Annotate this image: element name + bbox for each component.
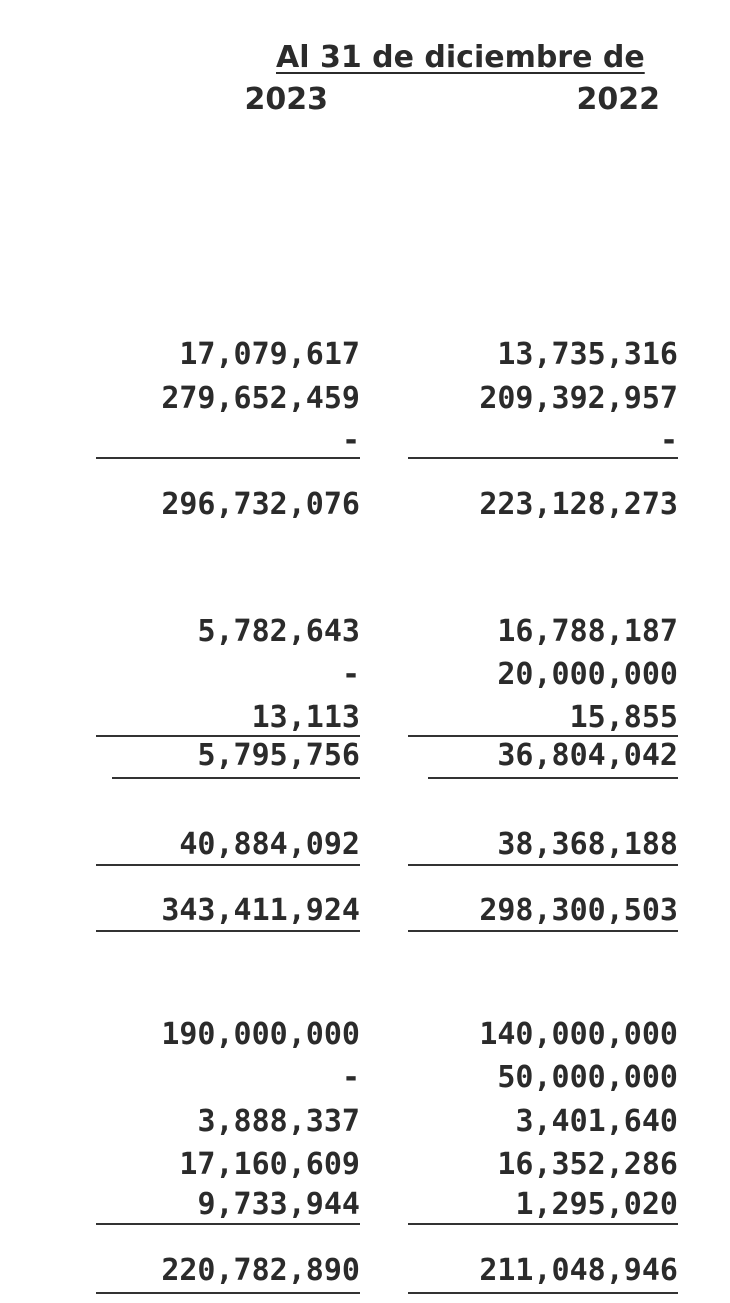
amount-2022: 3,401,640: [515, 1104, 678, 1139]
amount-2022: 1,295,020: [515, 1187, 678, 1222]
amount-2023: 17,079,617: [179, 337, 360, 372]
subtotal-rule: [408, 735, 678, 737]
subtotal-rule: [96, 457, 360, 459]
total-2022: 211,048,946: [479, 1253, 678, 1288]
amount-2022: 50,000,000: [497, 1060, 678, 1095]
total-rule: [96, 1292, 360, 1294]
amount-2022: 16,352,286: [497, 1147, 678, 1182]
subtotal-rule: [408, 457, 678, 459]
amount-2022: 16,788,187: [497, 614, 678, 649]
subtotal-rule: [96, 735, 360, 737]
amount-2022: -: [659, 423, 678, 458]
total-2022: 298,300,503: [479, 893, 678, 928]
amount-2022: 209,392,957: [479, 381, 678, 416]
amount-2022: 140,000,000: [479, 1017, 678, 1052]
year-2023-header: 2023: [244, 82, 328, 117]
subtotal-2023: 296,732,076: [161, 487, 360, 522]
subtotal-rule: [408, 1223, 678, 1225]
amount-2023: 9,733,944: [197, 1187, 360, 1222]
total-rule: [408, 930, 678, 932]
year-2022-header: 2022: [576, 82, 660, 117]
total-2023: 343,411,924: [161, 893, 360, 928]
subtotal-2022: 38,368,188: [497, 827, 678, 862]
subtotal-rule: [112, 777, 360, 779]
amount-2023: 3,888,337: [197, 1104, 360, 1139]
total-rule: [96, 930, 360, 932]
column-group-title: Al 31 de diciembre de: [276, 40, 645, 75]
subtotal-rule: [96, 864, 360, 866]
amount-2023: 13,113: [251, 700, 360, 735]
subtotal-rule: [428, 777, 678, 779]
subtotal-rule: [408, 864, 678, 866]
amount-2022: 13,735,316: [497, 337, 678, 372]
subtotal-2022: 223,128,273: [479, 487, 678, 522]
amount-2022: 20,000,000: [497, 657, 678, 692]
subtotal-2023: 5,795,756: [197, 738, 360, 773]
amount-2023: -: [341, 657, 360, 692]
amount-2023: 279,652,459: [161, 381, 360, 416]
amount-2023: -: [341, 423, 360, 458]
subtotal-2023: 40,884,092: [179, 827, 360, 862]
amount-2023: 17,160,609: [179, 1147, 360, 1182]
subtotal-2022: 36,804,042: [497, 738, 678, 773]
total-rule: [408, 1292, 678, 1294]
amount-2023: 190,000,000: [161, 1017, 360, 1052]
amount-2023: 5,782,643: [197, 614, 360, 649]
total-2023: 220,782,890: [161, 1253, 360, 1288]
amount-2022: 15,855: [569, 700, 678, 735]
subtotal-rule: [96, 1223, 360, 1225]
amount-2023: -: [341, 1060, 360, 1095]
